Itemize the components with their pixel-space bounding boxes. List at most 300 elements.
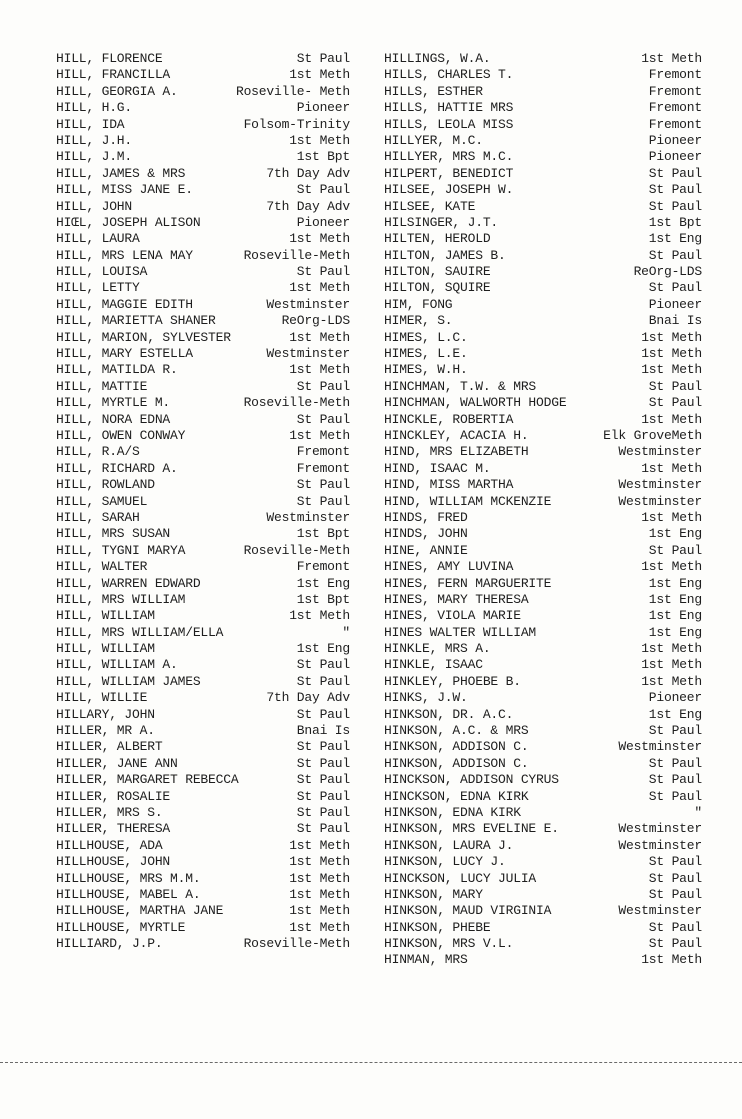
entry-church: 7th Day Adv (266, 690, 350, 706)
entry-name: HILL, WILLIAM A. (56, 657, 178, 673)
directory-entry (384, 608, 702, 624)
entry-name: HIMER, S. (384, 313, 453, 329)
directory-entry (56, 494, 350, 510)
entry-name: HINKLE, MRS A. (384, 641, 491, 657)
entry-church: Westminster (618, 493, 702, 509)
entry-church: 1st Meth (641, 460, 702, 476)
entry-name: HILL, J.M. (56, 149, 133, 165)
entry-church: 1st Meth (641, 657, 702, 673)
entry-church: 7th Day Adv (266, 165, 350, 181)
directory-entry (56, 559, 350, 575)
entry-name: HILTEN, HEROLD (384, 231, 491, 247)
entry-name: HILSEE, JOSEPH W. (384, 182, 514, 198)
entry-name: HINE, ANNIE (384, 542, 468, 558)
directory-entry (56, 199, 350, 215)
directory-entry (384, 772, 702, 788)
directory-entry (384, 674, 702, 690)
directory-entry (384, 543, 702, 559)
directory-entry (384, 756, 702, 772)
directory-entry (56, 510, 350, 526)
entry-name: HILL, MRS LENA MAY (56, 247, 193, 263)
entry-name: HILSEE, KATE (384, 198, 476, 214)
directory-entry (56, 821, 350, 837)
entry-church: Roseville- Meth (235, 83, 350, 99)
entry-name: HILL, H.G. (56, 100, 133, 116)
entry-church: Westminster (618, 739, 702, 755)
directory-entry (384, 182, 702, 198)
directory-entry (384, 166, 702, 182)
entry-name: HINKLEY, PHOEBE B. (384, 673, 521, 689)
entry-church: Westminster (266, 346, 350, 362)
entry-church: St Paul (296, 51, 350, 66)
entry-name: HILL, FLORENCE (56, 51, 163, 66)
entry-name: HILL, MRS WILLIAM/ELLA (56, 624, 224, 640)
directory-entry (56, 330, 350, 346)
entry-church: 1st Eng (648, 526, 702, 542)
directory-entry (56, 428, 350, 444)
entry-church: St Paul (296, 739, 350, 755)
entry-church: Westminster (618, 444, 702, 460)
entry-name: HILL, MYRTLE M. (56, 395, 171, 411)
entry-name: HIM, FONG (384, 296, 453, 312)
directory-entry (56, 297, 350, 313)
entry-church: 1st Meth (641, 509, 702, 525)
directory-entry (56, 280, 350, 296)
entry-name: HILLS, ESTHER (384, 83, 483, 99)
entry-church: Pioneer (296, 100, 350, 116)
entry-name: HILLER, ALBERT (56, 739, 163, 755)
entry-church: Fremont (648, 116, 702, 132)
directory-entry (56, 51, 350, 67)
directory-entry (56, 346, 350, 362)
entry-church: 1st Meth (289, 280, 350, 296)
entry-church: Folsom-Trinity (243, 116, 350, 132)
directory-entry (384, 657, 702, 673)
entry-name: HILL, WILLIE (56, 690, 148, 706)
entry-church: St Paul (296, 706, 350, 722)
entry-church: ReOrg-LDS (633, 264, 702, 280)
directory-entry (384, 461, 702, 477)
directory-entry (384, 952, 702, 968)
entry-name: HILLHOUSE, MYRTLE (56, 919, 186, 935)
entry-name: HILLS, HATTIE MRS (384, 100, 514, 116)
entry-church: Fremont (648, 100, 702, 116)
entry-church: Pioneer (648, 690, 702, 706)
entry-church: 7th Day Adv (266, 198, 350, 214)
entry-name: HILLYER, M.C. (384, 132, 483, 148)
directory-entry (56, 608, 350, 624)
entry-name: HINCKLEY, ACACIA H. (384, 427, 529, 443)
entry-church: St Paul (296, 804, 350, 820)
directory-entry (56, 182, 350, 198)
entry-name: HINCKSON, EDNA KIRK (384, 788, 529, 804)
entry-name: HILL, ROWLAND (56, 477, 155, 493)
entry-church: 1st Eng (296, 641, 350, 657)
directory-entry (56, 117, 350, 133)
directory-entry (384, 379, 702, 395)
entry-church: 1st Meth (289, 903, 350, 919)
entry-church: 1st Meth (641, 346, 702, 362)
directory-entry (56, 84, 350, 100)
entry-name: HILLINGS, W.A. (384, 51, 491, 66)
entry-name: HILL, MARION, SYLVESTER (56, 329, 231, 345)
entry-church: 1st Meth (641, 411, 702, 427)
directory-entry (384, 297, 702, 313)
directory-entry (384, 903, 702, 919)
entry-church: 1st Meth (289, 919, 350, 935)
directory-entry (56, 854, 350, 870)
entry-church: St Paul (296, 788, 350, 804)
entry-church: St Paul (648, 378, 702, 394)
directory-entry (56, 166, 350, 182)
entry-name: HILL, SARAH (56, 509, 140, 525)
directory-entry (384, 805, 702, 821)
entry-name: HILL, LOUISA (56, 264, 148, 280)
directory-entry (56, 887, 350, 903)
entry-church: St Paul (296, 477, 350, 493)
entry-church: St Paul (648, 772, 702, 788)
entry-name: HILL, MISS JANE E. (56, 182, 193, 198)
entry-church: St Paul (648, 870, 702, 886)
entry-name: HILLER, ROSALIE (56, 788, 171, 804)
entry-name: HINKSON, PHEBE (384, 919, 491, 935)
directory-entry (384, 133, 702, 149)
directory-entry (384, 510, 702, 526)
entry-name: HILL, RICHARD A. (56, 460, 178, 476)
entry-church: 1st Meth (289, 132, 350, 148)
entry-name: HILL, OWEN CONWAY (56, 427, 186, 443)
entry-church: 1st Meth (289, 329, 350, 345)
entry-church: St Paul (648, 936, 702, 952)
right-column (384, 51, 702, 969)
entry-church: St Paul (648, 788, 702, 804)
directory-entry (56, 461, 350, 477)
entry-church: Pioneer (296, 214, 350, 230)
entry-church: 1st Meth (289, 870, 350, 886)
directory-entry (56, 444, 350, 460)
directory-entry (384, 313, 702, 329)
entry-name: HILTON, JAMES B. (384, 247, 506, 263)
entry-name: HILL, NORA EDNA (56, 411, 171, 427)
entry-church: St Paul (648, 165, 702, 181)
entry-name: HINES, MARY THERESA (384, 591, 529, 607)
entry-name: HILL, IDA (56, 116, 125, 132)
entry-name: HINKSON, EDNA KIRK (384, 804, 521, 820)
directory-entry (384, 362, 702, 378)
directory-entry (384, 412, 702, 428)
entry-name: HILLER, MRS S. (56, 804, 163, 820)
directory-entry (56, 215, 350, 231)
entry-church: 1st Meth (641, 362, 702, 378)
entry-name: HINCKSON, ADDISON CYRUS (384, 772, 559, 788)
entry-name: HILL, WILLIAM JAMES (56, 673, 201, 689)
directory-entry (56, 526, 350, 542)
entry-name: HILL, MRS SUSAN (56, 526, 171, 542)
entry-name: HILL, WILLIAM (56, 608, 155, 624)
entry-church: Pioneer (648, 149, 702, 165)
entry-name: HINMAN, MRS (384, 952, 468, 968)
entry-name: HILL, WARREN EDWARD (56, 575, 201, 591)
directory-entry (384, 723, 702, 739)
directory-entry (56, 543, 350, 559)
entry-name: HINKSON, MRS V.L. (384, 936, 514, 952)
directory-entry (56, 641, 350, 657)
directory-entry (56, 313, 350, 329)
entry-name: HINCHMAN, WALWORTH HODGE (384, 395, 567, 411)
entry-name: HINKSON, MRS EVELINE E. (384, 821, 559, 837)
entry-church: 1st Meth (641, 559, 702, 575)
entry-church: St Paul (296, 378, 350, 394)
directory-entry (56, 67, 350, 83)
directory-entry (56, 838, 350, 854)
entry-church: Fremont (296, 444, 350, 460)
entry-church: St Paul (648, 755, 702, 771)
entry-name: HILTON, SAUIRE (384, 264, 491, 280)
directory-entry (384, 887, 702, 903)
entry-name: HIND, WILLIAM MCKENZIE (384, 493, 552, 509)
entry-church: Roseville-Meth (243, 247, 350, 263)
directory-entry (384, 51, 702, 67)
entry-name: HILL, R.A/S (56, 444, 140, 460)
entry-name: HIMES, L.C. (384, 329, 468, 345)
entry-church: 1st Bpt (296, 591, 350, 607)
entry-name: HINCKSON, LUCY JULIA (384, 870, 537, 886)
entry-church: St Paul (296, 493, 350, 509)
entry-church: 1st Eng (648, 706, 702, 722)
entry-name: HINKSON, LUCY J. (384, 854, 506, 870)
entry-name: HILLHOUSE, ADA (56, 837, 163, 853)
entry-church: St Paul (296, 182, 350, 198)
directory-entry (56, 903, 350, 919)
entry-church: 1st Eng (648, 608, 702, 624)
entry-church: St Paul (648, 542, 702, 558)
entry-name: HINKSON, A.C. & MRS (384, 723, 529, 739)
entry-church: St Paul (296, 264, 350, 280)
entry-church: St Paul (296, 673, 350, 689)
directory-entry (384, 199, 702, 215)
entry-church: 1st Meth (289, 886, 350, 902)
entry-name: HILLIARD, J.P. (56, 936, 163, 952)
entry-name: HILLER, MR A. (56, 723, 155, 739)
entry-name: HILLS, CHARLES T. (384, 67, 514, 83)
directory-entry (384, 559, 702, 575)
entry-name: HINDS, JOHN (384, 526, 468, 542)
entry-church: St Paul (648, 182, 702, 198)
directory-entry (384, 248, 702, 264)
entry-church: Roseville-Meth (243, 936, 350, 952)
entry-church: St Paul (648, 854, 702, 870)
entry-name: HILLS, LEOLA MISS (384, 116, 514, 132)
entry-church: 1st Meth (641, 641, 702, 657)
directory-entry (56, 707, 350, 723)
entry-church: 1st Meth (289, 427, 350, 443)
directory-entry (384, 231, 702, 247)
entry-church: Fremont (648, 67, 702, 83)
entry-church: St Paul (296, 657, 350, 673)
directory-entry (384, 84, 702, 100)
directory-entry (56, 231, 350, 247)
entry-church: 1st Meth (289, 67, 350, 83)
entry-name: HILLER, MARGARET REBECCA (56, 772, 239, 788)
entry-church: St Paul (296, 772, 350, 788)
entry-name: HILLHOUSE, MABEL A. (56, 886, 201, 902)
entry-name: HINKSON, MARY (384, 886, 483, 902)
entry-name: HINES WALTER WILLIAM (384, 624, 537, 640)
directory-entry (384, 280, 702, 296)
entry-church: 1st Meth (289, 608, 350, 624)
entry-name: HINDS, FRED (384, 509, 468, 525)
entry-name: HILL, LETTY (56, 280, 140, 296)
directory-entry (56, 395, 350, 411)
directory-entry (384, 838, 702, 854)
entry-name: HILPERT, BENEDICT (384, 165, 514, 181)
entry-name: HINES, VIOLA MARIE (384, 608, 521, 624)
entry-name: HILTON, SQUIRE (384, 280, 491, 296)
entry-name: HILL, MARY ESTELLA (56, 346, 193, 362)
entry-church: 1st Meth (641, 51, 702, 66)
directory-entry (56, 789, 350, 805)
entry-church: 1st Meth (289, 362, 350, 378)
entry-church: 1st Eng (648, 591, 702, 607)
entry-name: HILLHOUSE, MRS M.M. (56, 870, 201, 886)
entry-church: 1st Eng (648, 575, 702, 591)
entry-church: Pioneer (648, 296, 702, 312)
entry-name: HILL, FRANCILLA (56, 67, 171, 83)
entry-church: St Paul (648, 247, 702, 263)
directory-entry (56, 625, 350, 641)
directory-entry (56, 936, 350, 952)
directory-entry (384, 444, 702, 460)
entry-name: HINES, FERN MARGUERITE (384, 575, 552, 591)
entry-name: HINKLE, ISAAC (384, 657, 483, 673)
entry-church: Fremont (648, 83, 702, 99)
entry-church: 1st Bpt (296, 526, 350, 542)
entry-name: HILLARY, JOHN (56, 706, 155, 722)
directory-entry (56, 592, 350, 608)
entry-church: 1st Meth (289, 854, 350, 870)
entry-church: 1st Meth (641, 673, 702, 689)
entry-name: HINKSON, LAURA J. (384, 837, 514, 853)
entry-church: Bnai Is (296, 723, 350, 739)
directory-entry (384, 789, 702, 805)
entry-church: Pioneer (648, 132, 702, 148)
directory-entry (384, 871, 702, 887)
directory-entry (56, 133, 350, 149)
directory-entry (384, 526, 702, 542)
directory-entry (384, 117, 702, 133)
directory-entry (56, 379, 350, 395)
entry-church: 1st Eng (296, 575, 350, 591)
directory-entry (384, 330, 702, 346)
directory-entry (56, 805, 350, 821)
directory-entry (56, 100, 350, 116)
directory-entry (56, 739, 350, 755)
entry-name: HILL, WALTER (56, 559, 148, 575)
entry-church: Westminster (266, 509, 350, 525)
entry-church: Bnai Is (648, 313, 702, 329)
directory-entry (384, 215, 702, 231)
directory-entry (384, 936, 702, 952)
entry-name: HIND, ISAAC M. (384, 460, 491, 476)
directory-entry (56, 871, 350, 887)
directory-entry (384, 821, 702, 837)
footer-rule (0, 1062, 742, 1063)
directory-entry (56, 362, 350, 378)
directory-entry (384, 592, 702, 608)
directory-entry (384, 641, 702, 657)
directory-entry (56, 723, 350, 739)
entry-name: HILLHOUSE, JOHN (56, 854, 171, 870)
entry-church: 1st Eng (648, 624, 702, 640)
entry-church: St Paul (648, 395, 702, 411)
entry-name: HINCKLE, ROBERTIA (384, 411, 514, 427)
directory-entry (56, 772, 350, 788)
entry-church: 1st Bpt (296, 149, 350, 165)
entry-church: Roseville-Meth (243, 542, 350, 558)
entry-church: St Paul (296, 821, 350, 837)
directory-entry (384, 494, 702, 510)
entry-name: HILL, JAMES & MRS (56, 165, 186, 181)
entry-name: HIND, MRS ELIZABETH (384, 444, 529, 460)
entry-church: St Paul (648, 886, 702, 902)
entry-name: HILL, MATILDA R. (56, 362, 178, 378)
directory-entry (56, 576, 350, 592)
entry-church: Westminster (618, 903, 702, 919)
entry-name: HINKSON, ADDISON C. (384, 755, 529, 771)
directory-entry (56, 657, 350, 673)
entry-name: HILLYER, MRS M.C. (384, 149, 514, 165)
entry-church: Westminster (618, 477, 702, 493)
entry-name: HILSINGER, J.T. (384, 214, 499, 230)
entry-name: HILL, WILLIAM (56, 641, 155, 657)
directory-entry (384, 690, 702, 706)
entry-church: Roseville-Meth (243, 395, 350, 411)
directory-entry (384, 576, 702, 592)
entry-church: St Paul (296, 755, 350, 771)
entry-church: 1st Meth (289, 231, 350, 247)
entry-church: 1st Meth (641, 329, 702, 345)
entry-church: Elk GroveMeth (603, 427, 702, 443)
directory-entry (384, 707, 702, 723)
directory-entry (384, 346, 702, 362)
entry-name: HIND, MISS MARTHA (384, 477, 514, 493)
entry-name: HINES, AMY LUVINA (384, 559, 514, 575)
directory-entry (56, 690, 350, 706)
entry-name: HILL, JOHN (56, 198, 133, 214)
directory-entry (384, 264, 702, 280)
entry-name: HILL, MRS WILLIAM (56, 591, 186, 607)
entry-name: HINCHMAN, T.W. & MRS (384, 378, 537, 394)
entry-name: HINKSON, MAUD VIRGINIA (384, 903, 552, 919)
entry-name: HILL, J.H. (56, 132, 133, 148)
entry-church: 1st Bpt (648, 214, 702, 230)
entry-church: Fremont (296, 559, 350, 575)
entry-name: HILLER, JANE ANN (56, 755, 178, 771)
directory-entry (56, 248, 350, 264)
directory-entry (384, 428, 702, 444)
entry-name: HILL, MAGGIE EDITH (56, 296, 193, 312)
entry-name: HILLHOUSE, MARTHA JANE (56, 903, 224, 919)
entry-church: Westminster (266, 296, 350, 312)
entry-name: HINKSON, DR. A.C. (384, 706, 514, 722)
entry-name: HILL, MARIETTA SHANER (56, 313, 216, 329)
entry-church: 1st Meth (289, 837, 350, 853)
directory-entry (384, 395, 702, 411)
entry-church: St Paul (296, 411, 350, 427)
entry-church: 1st Meth (641, 952, 702, 968)
entry-church: " (342, 624, 350, 640)
directory-entry (384, 477, 702, 493)
